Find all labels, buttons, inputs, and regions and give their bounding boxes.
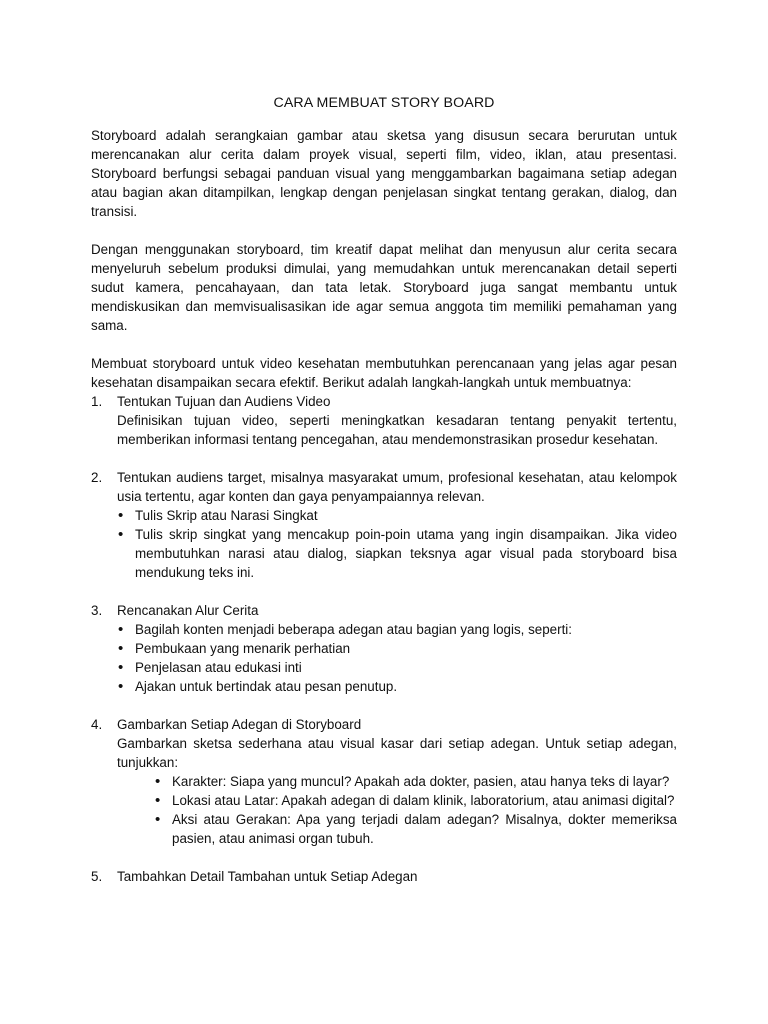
bullet-item: • Aksi atau Gerakan: Apa yang terjadi dalam adegan? Misalnya, dokter memeriksa pasien, atau animasi organ tubuh. [154,810,677,848]
bullet-item: • Bagilah konten menjadi beberapa adegan atau bagian yang logis, seperti: [117,620,677,639]
step-number: 2. [91,470,103,485]
bullet-item: • Tulis skrip singkat yang mencakup poin-poin utama yang ingin disampaikan. Jika video membutuhkan narasi atau dialog, siapkan teksnya agar visual pada storyboard bisa mendukung teks ini. [117,525,677,582]
intro-paragraph-3: Membuat storyboard untuk video kesehatan membutuhkan perencanaan yang jelas agar pesan kesehatan disampaikan secara efektif. Berikut adalah langkah-langkah untuk membuatnya: [91,356,677,390]
step-item-1 [91,392,677,449]
step-heading: Rencanakan Alur Cerita [117,603,259,618]
step-heading: Tentukan Tujuan dan Audiens Video [117,394,331,409]
bullet-item: • Pembukaan yang menarik perhatian [117,639,677,658]
bullet-item: • Ajakan untuk bertindak atau pesan penutup. [117,677,677,696]
step-number: 3. [91,603,103,618]
step-item-3 [91,601,677,696]
bullet-item: • Penjelasan atau edukasi inti [117,658,677,677]
step-number: 1. [91,394,103,409]
steps-list [91,392,677,886]
step-item-4 [91,715,677,848]
bullet-item: • Tulis Skrip atau Narasi Singkat [117,506,677,525]
step-item-5 [91,867,677,886]
step-heading: Tambahkan Detail Tambahan untuk Setiap Adegan [117,869,418,884]
step-number: 4. [91,717,103,732]
step-bullets [117,772,677,848]
intro-paragraph-1: Storyboard adalah serangkaian gambar atau sketsa yang disusun secara berurutan untuk merencanakan alur cerita dalam proyek visual, seperti film, video, iklan, atau presentasi. Storyboard berfungsi sebagai panduan visual yang menggambarkan bagaimana setiap adegan atau bagian akan ditampilkan, lengkap dengan penjelasan singkat tentang gerakan, dialog, dan transisi. [91,128,677,219]
step-bullets [117,620,677,696]
step-heading: Tentukan audiens target, misalnya masyarakat umum, profesional kesehatan, atau kelompok usia tertentu, agar konten dan gaya penyampaiannya relevan. [117,470,677,504]
intro-paragraph-2: Dengan menggunakan storyboard, tim kreatif dapat melihat dan menyusun alur cerita secara menyeluruh sebelum produksi dimulai, yang memudahkan untuk merencanakan detail seperti sudut kamera, pencahayaan, dan tata letak. Storyboard juga sangat membantu untuk mendiskusikan dan memvisualisasikan ide agar semua anggota tim memiliki pemahaman yang sama. [91,242,677,333]
step-number: 5. [91,869,103,884]
step-heading: Gambarkan Setiap Adegan di Storyboard [117,717,362,732]
bullet-item: • Lokasi atau Latar: Apakah adegan di dalam klinik, laboratorium, atau animasi digital? [154,791,677,810]
step-body: Definisikan tujuan video, seperti meningkatkan kesadaran tentang penyakit tertentu, memberikan informasi tentang pencegahan, atau mendemonstrasikan prosedur kesehatan. [117,413,677,447]
step-bullets [117,506,677,582]
bullet-item: • Karakter: Siapa yang muncul? Apakah ada dokter, pasien, atau hanya teks di layar? [154,772,677,791]
document-title: CARA MEMBUAT STORY BOARD [273,95,495,111]
step-item-2 [91,468,677,582]
step-body: Gambarkan sketsa sederhana atau visual kasar dari setiap adegan. Untuk setiap adegan, tunjukkan: [117,736,677,770]
